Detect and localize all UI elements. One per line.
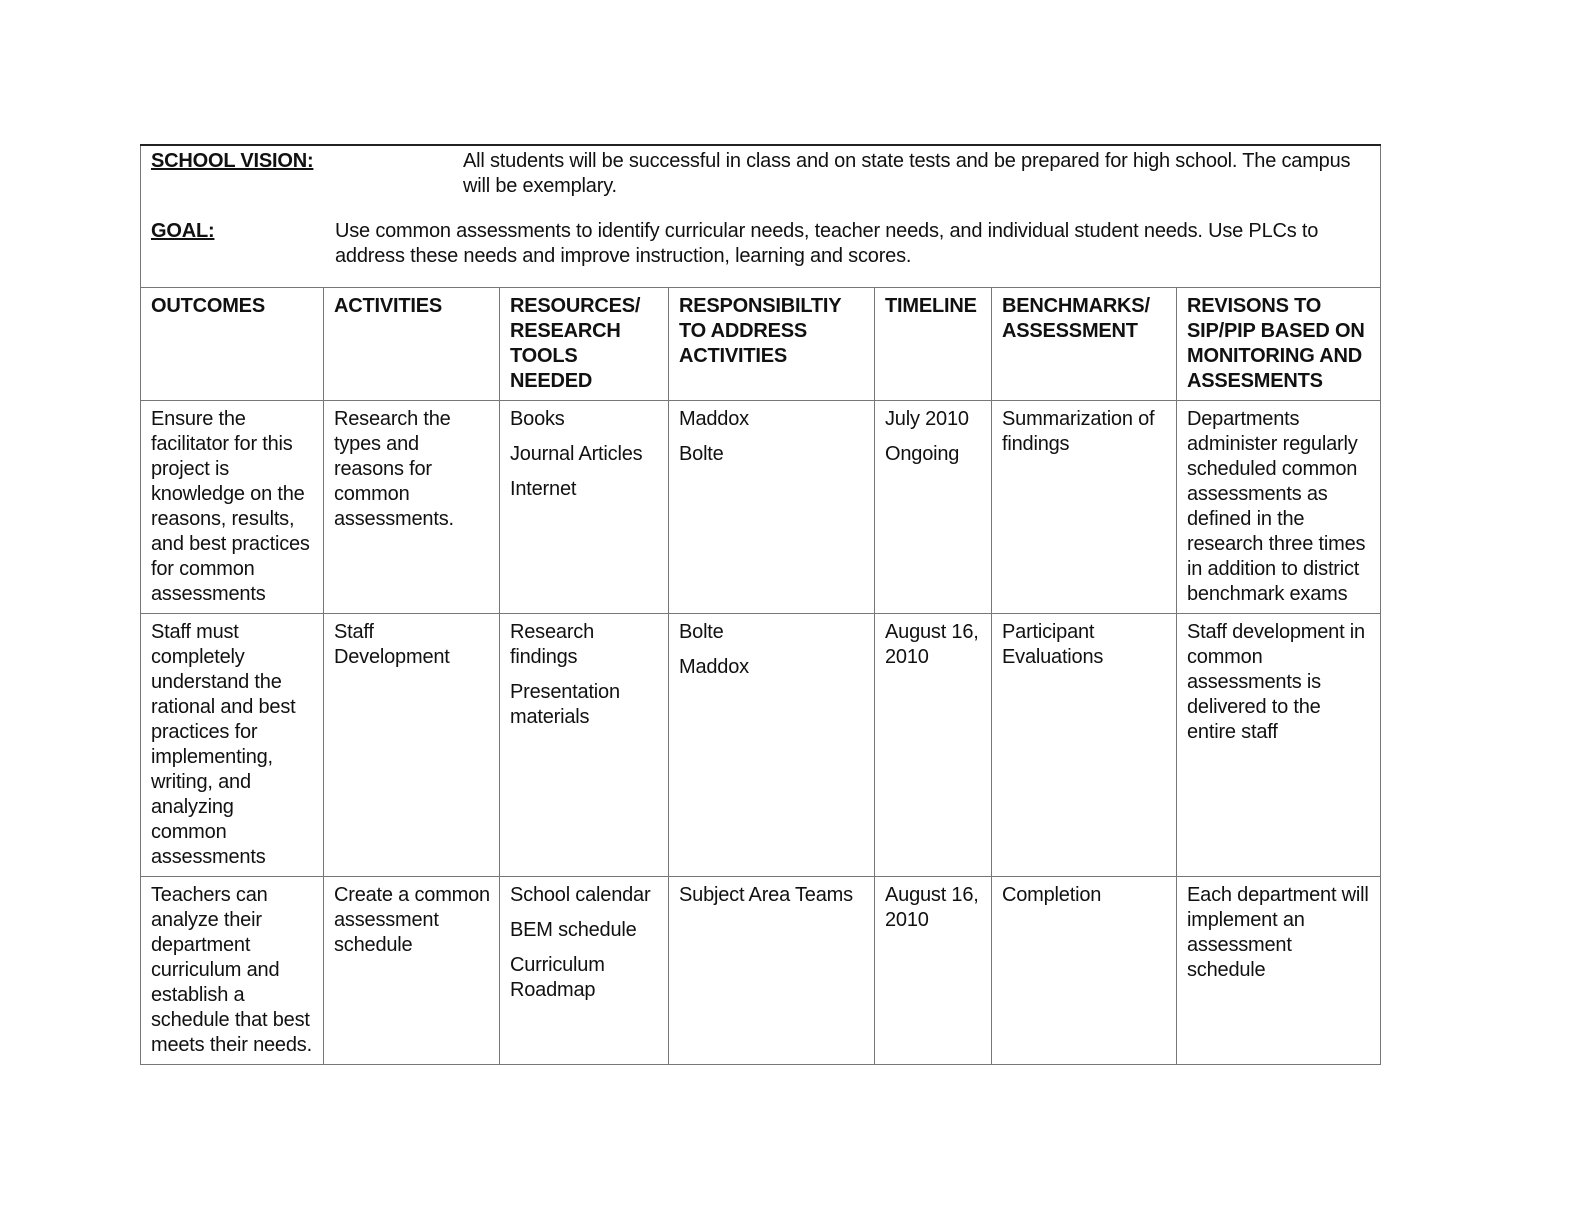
table-row [141, 401, 1381, 614]
timeline-cell [875, 877, 992, 1065]
responsible-party: Bolte [679, 443, 724, 465]
timeline-item: Ongoing [885, 443, 960, 465]
benchmark-cell: Completion [992, 877, 1177, 1065]
header-revisions: REVISONS TO SIP/PIP BASED ON MONITORING AND ASSESMENTS [1177, 288, 1381, 401]
header-timeline: TIMELINE [875, 288, 992, 401]
goal-section [151, 219, 1370, 269]
resource-item: Books [510, 408, 565, 430]
header-activities: ACTIVITIES [324, 288, 500, 401]
benchmark-cell: Participant Evaluations [992, 614, 1177, 877]
responsibility-cell [669, 401, 875, 614]
resource-item: BEM schedule [510, 919, 637, 941]
outcome-cell: Staff must completely understand the rational and best practices for implementing, writing, and analyzing common assessments [141, 614, 324, 877]
timeline-cell [875, 614, 992, 877]
vision-goal-cell [141, 145, 1381, 288]
resources-cell [500, 614, 669, 877]
timeline-item: July 2010 [885, 408, 969, 430]
resource-item: School calendar [510, 884, 651, 906]
responsible-party: Maddox [679, 408, 749, 430]
responsibility-cell [669, 877, 875, 1065]
header-responsibility: RESPONSIBILTIY TO ADDRESS ACTIVITIES [669, 288, 875, 401]
header-benchmarks: BENCHMARKS/ ASSESSMENT [992, 288, 1177, 401]
responsible-party: Maddox [679, 656, 749, 678]
table-row [141, 614, 1381, 877]
timeline-item: August 16, 2010 [885, 884, 979, 931]
resource-item: Curriculum Roadmap [510, 954, 605, 1001]
vision-label: SCHOOL VISION: [151, 150, 314, 172]
header-outcomes: OUTCOMES [141, 288, 324, 401]
responsibility-cell [669, 614, 875, 877]
activity-cell: Staff Development [324, 614, 500, 877]
outcome-cell: Teachers can analyze their department curriculum and establish a schedule that best meets their needs. [141, 877, 324, 1065]
resources-cell [500, 401, 669, 614]
table-header-row [141, 288, 1381, 401]
goal-text: Use common assessments to identify curricular needs, teacher needs, and individual student needs. Use PLCs to address these needs and improve instruction, learning and scores. [335, 220, 1319, 267]
vision-section [151, 149, 1370, 199]
responsible-party: Subject Area Teams [679, 884, 853, 906]
vision-goal-row [141, 145, 1381, 288]
resource-item: Presentation materials [510, 681, 620, 728]
timeline-cell [875, 401, 992, 614]
responsible-party: Bolte [679, 621, 724, 643]
revision-cell: Staff development in common assessments is delivered to the entire staff [1177, 614, 1381, 877]
activity-cell: Create a common assessment schedule [324, 877, 500, 1065]
school-improvement-plan-table [140, 144, 1381, 1065]
resource-item: Internet [510, 478, 577, 500]
revision-cell: Each department will implement an assessment schedule [1177, 877, 1381, 1065]
resource-item: Research findings [510, 621, 594, 668]
revision-cell: Departments administer regularly scheduled common assessments as defined in the research three times in addition to district benchmark exams [1177, 401, 1381, 614]
benchmark-cell: Summarization of findings [992, 401, 1177, 614]
goal-label: GOAL: [151, 220, 215, 242]
activity-cell: Research the types and reasons for common assessments. [324, 401, 500, 614]
resource-item: Journal Articles [510, 443, 643, 465]
resources-cell [500, 877, 669, 1065]
timeline-item: August 16, 2010 [885, 621, 979, 668]
outcome-cell: Ensure the facilitator for this project is knowledge on the reasons, results, and best practices for common assessments [141, 401, 324, 614]
header-resources: RESOURCES/ RESEARCH TOOLS NEEDED [500, 288, 669, 401]
vision-text: All students will be successful in class and on state tests and be prepared for high school. The campus will be exemplary. [463, 150, 1351, 197]
table-row [141, 877, 1381, 1065]
